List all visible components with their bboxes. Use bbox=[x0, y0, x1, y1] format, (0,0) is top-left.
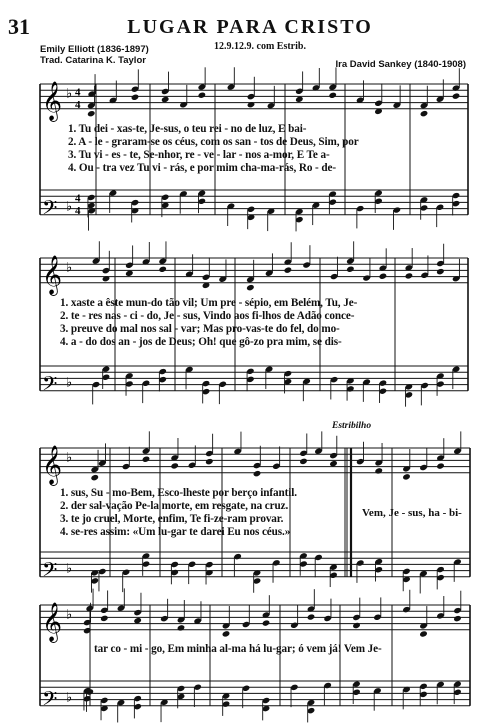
flat-icon: ♭ bbox=[66, 375, 73, 391]
note-head bbox=[198, 92, 207, 99]
lyric-line: 2. A - le - graram-se os céus, com os san - tos de Deus, Sim, por bbox=[68, 136, 359, 148]
lyric-line: 3. preuve do mal nos sal - var; Mas pro-vas-te do fel, do mo- bbox=[60, 323, 340, 335]
note-head bbox=[328, 92, 337, 99]
hymn-title: LUGAR PARA CRISTO bbox=[127, 16, 373, 38]
author-credit: Emily Elliott (1836-1897) bbox=[40, 44, 149, 55]
note-head bbox=[222, 630, 231, 637]
note-head bbox=[177, 624, 186, 631]
time-signature-bottom: 4 bbox=[75, 204, 81, 217]
note-head bbox=[307, 613, 316, 620]
lyric-line: tar co - mi - go, Em minha al-ma há lu-gar; ó vem já! Vem Je- bbox=[94, 643, 382, 655]
note-head bbox=[420, 110, 429, 117]
note-head bbox=[284, 266, 293, 273]
note-head bbox=[253, 470, 262, 477]
note-head bbox=[262, 619, 271, 626]
bass-clef-icon: 𝄢 bbox=[42, 195, 58, 224]
treble-clef-icon: 𝄞 bbox=[42, 80, 63, 121]
flat-icon: ♭ bbox=[66, 607, 73, 623]
note-head bbox=[352, 622, 361, 629]
note-head bbox=[299, 458, 308, 465]
note-head bbox=[246, 284, 255, 291]
note-head bbox=[379, 273, 388, 280]
refrain-lyric: Vem, Je - sus, ha - bi- bbox=[362, 507, 462, 519]
lyric-line: 1. xaste a êste mun-do tão vil; Um pre - sépio, em Belém, Tu, Je- bbox=[60, 297, 358, 309]
lyric-line: 1. sus, Su - mo-Bem, Esco-lheste por berço infantil. bbox=[60, 487, 297, 499]
note-head bbox=[374, 467, 383, 474]
note-head bbox=[170, 462, 179, 469]
note-head bbox=[87, 110, 96, 117]
note-head bbox=[131, 94, 140, 101]
translator-credit: Trad. Catarina K. Taylor bbox=[40, 55, 146, 66]
flat-icon: ♭ bbox=[66, 260, 73, 276]
note-head bbox=[436, 462, 445, 469]
bass-clef-icon: 𝄢 bbox=[42, 557, 58, 586]
hymn-meter: 12.9.12.9. com Estrib. bbox=[214, 41, 306, 52]
flat-icon: ♭ bbox=[66, 86, 73, 102]
note-head bbox=[453, 615, 462, 622]
note-head bbox=[142, 456, 151, 463]
hymn-number: 31 bbox=[8, 14, 30, 39]
time-signature-top: 4 bbox=[75, 192, 81, 205]
lyric-line: 4. Ou - tra vez Tu vi - rás, e por mim cha-ma-rás, Ro - de- bbox=[68, 162, 336, 174]
note-head bbox=[90, 474, 99, 481]
treble-clef-icon: 𝄞 bbox=[42, 601, 63, 642]
refrain-label: Estribilho bbox=[332, 421, 372, 431]
bass-clef-icon: 𝄢 bbox=[42, 371, 58, 400]
lyric-line: 4. a - do dos an - jos de Deus; Oh! que gô-zo pra mim, se dis- bbox=[60, 336, 342, 348]
note-head bbox=[346, 266, 355, 273]
lyric-line: 4. se-res assim: «Um lu-gar te darei Eu nos céus.» bbox=[60, 526, 291, 538]
lyric-line: 2. der sal-vação Pe-la morte, em resgate, na cruz. bbox=[60, 500, 289, 512]
note-head bbox=[419, 630, 428, 637]
note-head bbox=[402, 473, 411, 480]
flat-icon: ♭ bbox=[66, 561, 73, 577]
composer-credit: Ira David Sankey (1840-1908) bbox=[335, 59, 466, 70]
lyric-line: 2. te - res nas - ci - do, Je - sus, Vindo aos fi-lhos de Adão conce- bbox=[60, 310, 355, 322]
flat-icon: ♭ bbox=[66, 690, 73, 706]
note-head bbox=[205, 458, 214, 465]
lyric-line: 1. Tu dei - xas-te, Je-sus, o teu rei - no de luz, E bai- bbox=[68, 123, 307, 135]
flat-icon: ♭ bbox=[66, 450, 73, 466]
note-head bbox=[158, 266, 167, 273]
lyric-line: 3. Tu vi - es - te, Se-nhor, re - ve - lar - nos a-mor, E Te a- bbox=[68, 149, 330, 161]
time-signature-top: 4 bbox=[75, 86, 81, 99]
time-signature-bottom: 4 bbox=[75, 98, 81, 111]
treble-clef-icon: 𝄞 bbox=[42, 254, 63, 295]
bass-clef-icon: 𝄢 bbox=[42, 686, 58, 715]
note-head bbox=[100, 615, 109, 622]
note-head bbox=[452, 92, 461, 99]
treble-clef-icon: 𝄞 bbox=[42, 444, 63, 485]
flat-icon: ♭ bbox=[66, 199, 73, 215]
note-head bbox=[436, 268, 445, 275]
note-head bbox=[405, 272, 414, 279]
lyric-line: 3. te jo cruel, Morte, enfim, Te fi-ze-ram provar. bbox=[60, 513, 284, 525]
